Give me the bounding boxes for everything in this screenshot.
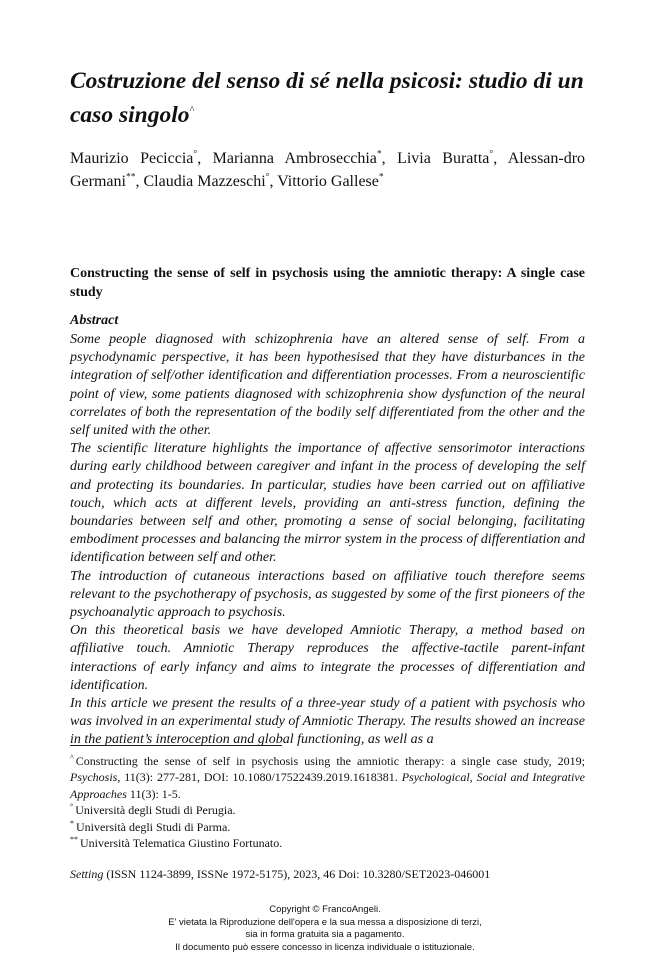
author-name: Maurizio Peciccia bbox=[70, 150, 194, 167]
affiliation-text: Università degli Studi di Perugia. bbox=[75, 803, 236, 818]
author-separator: , bbox=[381, 150, 398, 167]
journal-citation bbox=[70, 867, 590, 882]
author-affiliation-mark: * bbox=[376, 149, 382, 160]
author-name: Livia Buratta bbox=[397, 150, 490, 167]
english-title: Constructing the sense of self in psychosis using the amniotic therapy: A single case study bbox=[70, 266, 585, 300]
footnotes bbox=[70, 753, 585, 851]
author-affiliation-mark: ** bbox=[125, 172, 136, 183]
abstract-paragraph: On this theoretical basis we have developed Amniotic Therapy, a method based on affiliative touch. Amniotic Therapy reproduces the affective-tactile parent-infant interactions of early infancy and aims to integrate the processes of differentiation and identification. bbox=[70, 623, 585, 693]
footnote-mark: ^ bbox=[70, 753, 74, 762]
author-separator: , bbox=[197, 150, 213, 167]
copyright-line: Copyright © FrancoAngeli. bbox=[269, 904, 381, 915]
footnote-text: 11(3): 1-5. bbox=[126, 786, 181, 801]
author-separator: , bbox=[269, 173, 278, 190]
abstract-paragraph: In this article we present the results of a three-year study of a patient with psychosis who was involved in an experimental study of Amniotic Therapy. The results showed an increase in the patient’s interoception and global functioning, as well as a bbox=[70, 696, 585, 748]
citation-details: (ISSN 1124-3899, ISSNe 1972-5175), 2023, 46 Doi: 10.3280/SET2023-046001 bbox=[103, 867, 491, 881]
copyright-line: E’ vietata la Riproduzione dell'opera e la sua messa a disposizione di terzi, bbox=[168, 916, 482, 928]
author-affiliation-mark: * bbox=[378, 172, 384, 183]
footnote-journal: Psychosis bbox=[70, 770, 118, 785]
abstract-body bbox=[70, 331, 585, 750]
copyright-notice bbox=[0, 904, 650, 954]
author-separator: , bbox=[135, 173, 144, 190]
affiliation-footnote bbox=[70, 802, 585, 818]
title-footnote-mark: ^ bbox=[189, 105, 194, 116]
affiliation-footnote bbox=[70, 835, 585, 851]
author-list bbox=[70, 147, 585, 193]
footnote-divider bbox=[70, 745, 282, 746]
copyright-line: Il documento può essere concesso in licenza individuale o istituzionale. bbox=[175, 941, 475, 953]
footnote-text: , 11(3): 277-281, DOI: 10.1080/17522439.2019.1618381. bbox=[117, 770, 402, 785]
author-name: Marianna Ambrosecchia bbox=[212, 150, 377, 167]
affiliation-text: Università Telematica Giustino Fortunato. bbox=[80, 836, 283, 851]
author-name: Vittorio Gallese bbox=[277, 173, 379, 190]
author-affiliation-mark: ° bbox=[265, 172, 270, 183]
abstract-paragraph: Some people diagnosed with schizophrenia have an altered sense of self. From a psychodynamic perspective, it has been hypothesised that they have disturbances in the integration of self/other identification and differentiation processes. From a neuroscientific point of view, some patients diagnosed with schizophrenia show dysfunction of the neural correlates of both the representation of the bodily self differentiated from the other and the self united with the other. bbox=[70, 332, 585, 439]
author-name: Claudia Mazzeschi bbox=[143, 173, 266, 190]
author-affiliation-mark: ° bbox=[193, 149, 198, 160]
abstract-paragraph: The introduction of cutaneous interactions based on affiliative touch therefore seems relevant to the psychotherapy of psychosis, as suggested by some of the first pioneers of the psychoanalytic approach to psychosis. bbox=[70, 568, 585, 621]
footnote-text: Constructing the sense of self in psychosis using the amniotic therapy: a single case study, 2019; bbox=[75, 754, 585, 768]
title-text: Costruzione del senso di sé nella psicosi: studio di un caso singolo bbox=[70, 68, 584, 128]
footnote-mark: ° bbox=[70, 802, 74, 812]
copyright-line: sia in forma gratuita sia a pagamento. bbox=[245, 929, 405, 941]
author-separator: , bbox=[493, 150, 508, 167]
footnote-mark: * bbox=[70, 818, 74, 828]
affiliation-list bbox=[70, 802, 585, 851]
footnote-source bbox=[70, 753, 585, 802]
abstract-paragraph: The scientific literature highlights the importance of affective sensorimotor interactions during early childhood between caregiver and infant in the process of developing the self and protecting its boundaries. In particular, studies have been carried out on affiliative touch, which acts at different levels, providing an anti-stress function, defining the boundaries between self and other, promoting a sense of social belonging, facilitating embodiment processes and balancing the mirror system in the process of differentiation and identification between self and other. bbox=[70, 441, 585, 566]
author-affiliation-mark: ° bbox=[489, 149, 494, 160]
page-title bbox=[70, 66, 590, 130]
abstract-heading: Abstract bbox=[70, 313, 119, 328]
affiliation-footnote bbox=[70, 819, 585, 835]
footnote-journal: Psychological, Social and Integrative Approaches bbox=[70, 770, 585, 801]
affiliation-text: Università degli Studi di Parma. bbox=[76, 819, 231, 834]
journal-name: Setting bbox=[70, 867, 104, 881]
footnote-mark: ** bbox=[70, 835, 78, 845]
author-name: Alessan-dro Germani bbox=[70, 150, 586, 190]
